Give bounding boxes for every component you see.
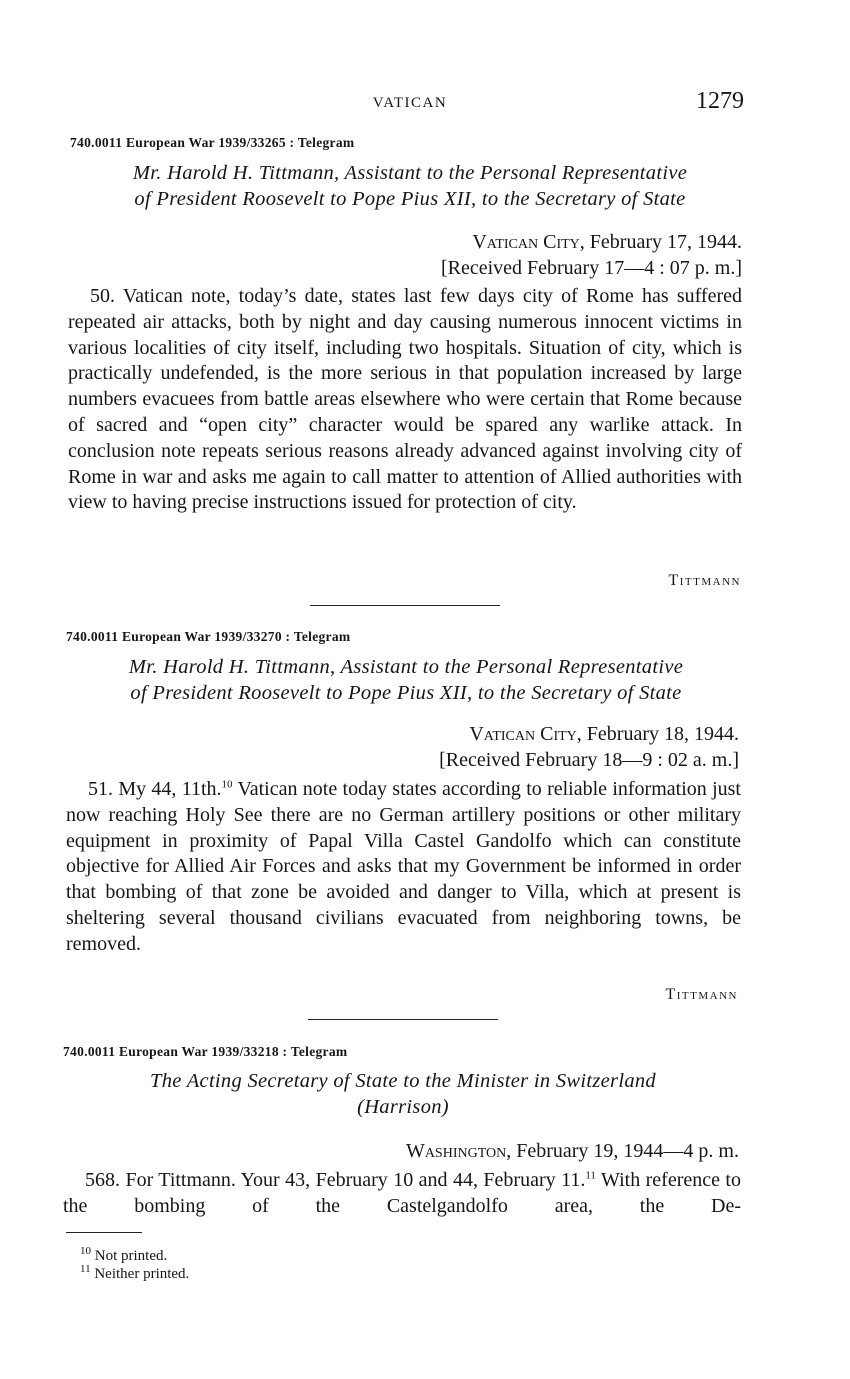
doc1-heading-line1: Mr. Harold H. Tittmann, Assistant to the Personal Representative [132, 162, 688, 184]
section-divider [308, 1019, 498, 1020]
doc1-heading-line2: of President Roosevelt to Pope Pius XII, to the Secretary of State [134, 188, 686, 210]
doc2-heading [66, 654, 746, 706]
footnote-ref-11[interactable]: 11 [585, 1169, 596, 1182]
running-head [70, 88, 750, 116]
doc2-dateline-place: Vatican City, [469, 723, 582, 745]
doc3-dateline-date: February 19, 1944—4 p. m. [516, 1140, 739, 1162]
doc2-body [66, 777, 741, 958]
doc3-body [63, 1168, 741, 1220]
doc1-dateline-place: Vatican City, [472, 231, 585, 253]
doc3-heading-line1: The Acting Secretary of State to the Minister in Switzerland [150, 1070, 656, 1092]
doc3-body-rest: With reference to the bombing of the Castelgandolfo area, the De- [63, 1169, 741, 1217]
footnote-rule [66, 1232, 142, 1233]
doc2-received: [Received February 18—9 : 02 a. m.] [439, 749, 739, 771]
doc1-body-paragraph: 50. Vatican note, today’s date, states last few days city of Rome has suffered repeated air attacks, both by night and day causing numerous innocent victims in various localities of city itself, including two hospitals. Situation of city, which is practically undefended, is the more serious in that population increased by large numbers evacuees from battle areas elsewhere who were certain that Rome because of sacred and “open city” character would be spared any warlike attack. In conclusion note repeats serious reasons already advanced against involving city of Rome in war and asks me again to call matter to attention of Allied authorities with view to having precise instructions issued for protection of city. [68, 285, 742, 514]
footnote-text: Not printed. [94, 1248, 168, 1264]
section-divider [310, 605, 500, 606]
doc1-heading [70, 160, 750, 212]
doc2-body-start: 51. My 44, 11th. [88, 778, 222, 800]
doc1-dateline [70, 229, 742, 281]
doc1-file-ref: 740.0011 European War 1939/33265 : Telegram [70, 135, 355, 150]
doc2-heading-line2: of President Roosevelt to Pope Pius XII, to the Secretary of State [130, 682, 682, 704]
doc3-dateline [63, 1138, 739, 1164]
doc2-body-rest: Vatican note today states according to reliable information just now reaching Holy See there are no German artillery positions or other military equipment in proximity of Papal Villa Castel Gandolfo which can constitute objective for Allied Air Forces and asks that my Government be informed in order that bombing of that zone be avoided and danger to Villa, which at present is sheltering several thousand civilians evacuated from neighboring towns, be removed. [66, 778, 741, 955]
doc2-dateline [66, 721, 739, 773]
footnote-list [80, 1247, 189, 1283]
footnote-mark: 11 [80, 1263, 91, 1275]
doc1-signature: Tittmann [668, 572, 741, 589]
doc3-heading [63, 1068, 743, 1120]
doc3-body-start: 568. For Tittmann. Your 43, February 10 and 44, February 11. [85, 1169, 586, 1191]
footnote-10 [80, 1247, 189, 1265]
doc2-dateline-date: February 18, 1944. [586, 723, 739, 745]
footnote-text: Neither printed. [94, 1266, 190, 1282]
page-number: 1279 [696, 88, 744, 114]
running-title: VATICAN [372, 95, 448, 111]
footnote-11 [80, 1265, 189, 1283]
doc1-body [68, 284, 742, 516]
doc3-heading-line2: (Harrison) [357, 1096, 449, 1118]
doc3-dateline-place: Washington, [405, 1140, 512, 1162]
doc2-signature: Tittmann [665, 986, 738, 1003]
doc2-heading-line1: Mr. Harold H. Tittmann, Assistant to the Personal Representative [128, 656, 684, 678]
doc2-body-paragraph [66, 777, 741, 958]
doc3-body-paragraph [63, 1168, 741, 1220]
footnote-mark: 10 [80, 1245, 91, 1257]
footnote-ref-10[interactable]: 10 [221, 778, 233, 791]
doc2-file-ref: 740.0011 European War 1939/33270 : Telegram [66, 629, 351, 644]
doc1-dateline-date: February 17, 1944. [589, 231, 742, 253]
doc3-file-ref: 740.0011 European War 1939/33218 : Telegram [63, 1044, 348, 1059]
doc1-received: [Received February 17—4 : 07 p. m.] [440, 257, 742, 279]
